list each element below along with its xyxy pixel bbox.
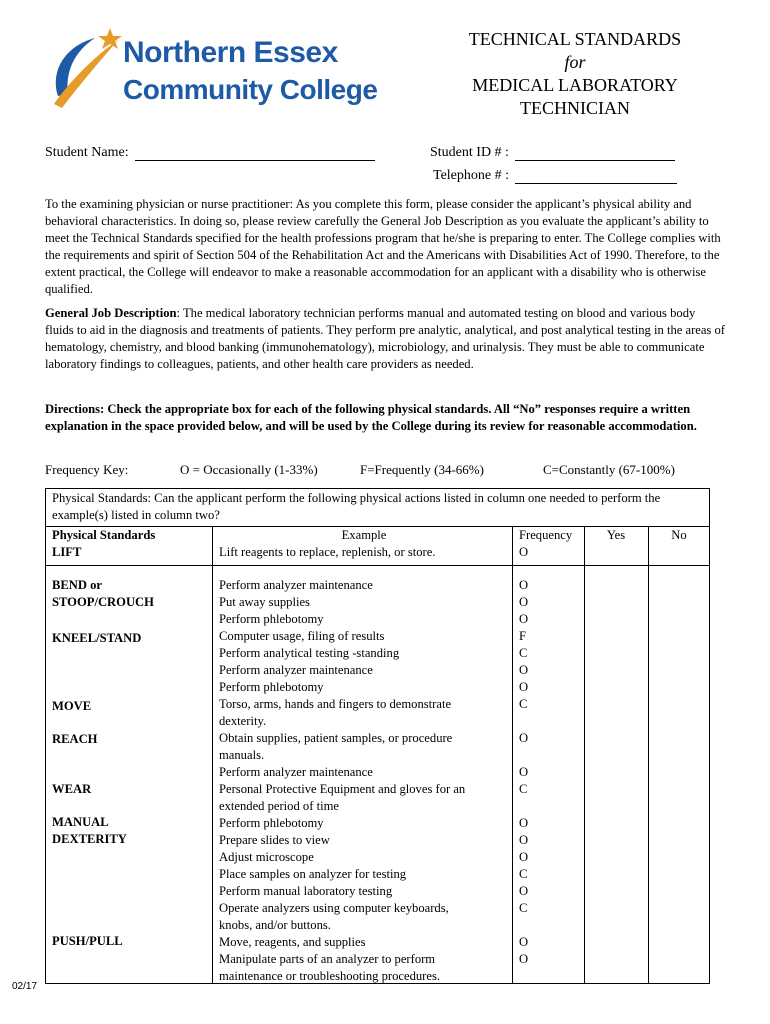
student-id-label: Student ID # : — [430, 145, 509, 160]
title-line2: for — [564, 52, 586, 72]
table-row: Obtain supplies, patient samples, or procedure manuals. — [219, 731, 453, 762]
job-description-label: General Job Description — [45, 306, 177, 320]
table-row-frequency: O — [519, 731, 529, 745]
table-row: Lift reagents to replace, replenish, or store. — [219, 545, 436, 559]
table-row: Torso, arms, hands and fingers to demonstrate dexterity. — [219, 697, 452, 728]
table-row-frequency: O — [519, 833, 529, 847]
freq-key-label: Frequency Key: — [45, 462, 129, 477]
table-row-frequency: O — [519, 765, 529, 779]
table-row: Perform phlebotomy — [219, 680, 324, 694]
telephone-label: Telephone # : — [433, 168, 509, 183]
title-line1: TECHNICAL STANDARDS — [468, 29, 682, 49]
title-line4: TECHNICIAN — [520, 98, 630, 118]
col-header-standards: Physical Standards — [52, 528, 156, 542]
document-title — [430, 28, 720, 120]
table-row: Move, reagents, and supplies — [219, 935, 366, 949]
table-row-frequency: O — [519, 545, 529, 559]
row-divider — [46, 565, 709, 566]
logo-emblem-icon — [40, 26, 130, 116]
category-manual-dexterity: MANUAL DEXTERITY — [52, 815, 127, 846]
column-divider — [512, 526, 513, 983]
table-row-frequency: O — [519, 595, 529, 609]
col-header-frequency: Frequency — [519, 528, 573, 542]
table-row: Operate analyzers using computer keyboards, knobs, and/or buttons. — [219, 901, 449, 932]
column-divider — [648, 526, 649, 983]
table-row-frequency: O — [519, 816, 529, 830]
table-row-frequency: C — [519, 697, 528, 711]
table-row: Computer usage, filing of results — [219, 629, 385, 643]
job-description-text: : The medical laboratory technician performs manual and automated testing on blood and various body fluids to aid in the diagnosis and treatments of patients. They perform pre analytic, analytical, and post analytical testing in the areas of hematology, chemistry, and blood banking (immunohematology), microbiology, and urinalysis. They must be able to communicate laboratory findings to colleagues, patients, and other health care providers as needed. — [45, 306, 725, 371]
category-lift: LIFT — [52, 545, 82, 559]
table-row-frequency: F — [519, 629, 527, 643]
student-id-line[interactable] — [515, 146, 675, 161]
col-header-example: Example — [341, 528, 387, 542]
table-row-frequency: C — [519, 646, 528, 660]
directions: Directions: Check the appropriate box for each of the following physical standards. All “No” responses require a written explanation in the space provided below, and will be used by the College during its review for reasonable accommodation. — [45, 402, 697, 433]
category-push-pull: PUSH/PULL — [52, 934, 123, 948]
table-row: Perform phlebotomy — [219, 612, 324, 626]
table-row: Perform phlebotomy — [219, 816, 324, 830]
footer-date: 02/17 — [12, 981, 38, 992]
table-row-frequency: C — [519, 782, 528, 796]
freq-key-c: C=Constantly (67-100%) — [543, 462, 675, 477]
table-row-frequency: O — [519, 935, 529, 949]
table-row-frequency: O — [519, 952, 529, 966]
table-row-frequency: C — [519, 901, 528, 915]
col-header-no: No — [671, 528, 687, 542]
student-name-field[interactable] — [45, 145, 375, 161]
table-row-frequency: O — [519, 680, 529, 694]
table-row: Perform analyzer maintenance — [219, 578, 373, 592]
table-row: Place samples on analyzer for testing — [219, 867, 407, 881]
table-row: Perform analyzer maintenance — [219, 765, 373, 779]
telephone-field[interactable] — [433, 168, 677, 184]
student-name-label: Student Name: — [45, 145, 129, 160]
table-row-frequency: O — [519, 612, 529, 626]
table-row: Put away supplies — [219, 595, 310, 609]
table-row: Perform analytical testing -standing — [219, 646, 400, 660]
logo-line1: Northern Essex — [123, 36, 338, 69]
logo-line2: Community College — [123, 74, 378, 105]
student-name-line[interactable] — [135, 146, 375, 161]
column-divider — [212, 526, 213, 983]
job-description — [45, 305, 725, 373]
telephone-line[interactable] — [515, 169, 677, 184]
table-row: Perform manual laboratory testing — [219, 884, 393, 898]
category-move: MOVE — [52, 699, 92, 713]
table-row: Prepare slides to view — [219, 833, 330, 847]
table-row: Perform analyzer maintenance — [219, 663, 373, 677]
table-row: Personal Protective Equipment and gloves for an extended period of time — [219, 782, 466, 813]
column-divider — [584, 526, 585, 983]
table-intro: Physical Standards: Can the applicant perform the following physical actions listed in column one needed to perform the example(s) listed in column two? — [52, 491, 661, 522]
standards-table — [45, 488, 710, 984]
category-reach: REACH — [52, 732, 98, 746]
table-row-frequency: O — [519, 850, 529, 864]
freq-key-o: O = Occasionally (1-33%) — [180, 462, 318, 477]
freq-key-f: F=Frequently (34-66%) — [360, 462, 484, 477]
table-row-frequency: C — [519, 867, 528, 881]
student-id-field[interactable] — [430, 145, 675, 161]
table-row-frequency: O — [519, 663, 529, 677]
intro-paragraph: To the examining physician or nurse practitioner: As you complete this form, please consider the applicant’s physical ability and behavioral characteristics. In doing so, please review carefully the General Job Description as you evaluate the applicant’s ability to meet the Technical Standards specified for the health professions program that he/she is preparing to enter. The College complies with the requirements and spirit of Section 504 of the Rehabilitation Act and the Americans with Disabilities Act of 1990. Therefore, to the extent practical, the College will endeavor to make a reasonable accommodation for an applicant with a disability who is otherwise qualified. — [45, 197, 721, 296]
table-row: Adjust microscope — [219, 850, 314, 864]
category-wear: WEAR — [52, 782, 92, 796]
col-header-yes: Yes — [606, 528, 626, 542]
table-row-frequency: O — [519, 578, 529, 592]
category-bend: BEND or STOOP/CROUCH — [52, 578, 154, 609]
category-kneel-stand: KNEEL/STAND — [52, 631, 142, 645]
title-line3: MEDICAL LABORATORY — [472, 75, 678, 95]
table-row-frequency: O — [519, 884, 529, 898]
table-row: Manipulate parts of an analyzer to perform maintenance or troubleshooting procedures. — [219, 952, 441, 983]
